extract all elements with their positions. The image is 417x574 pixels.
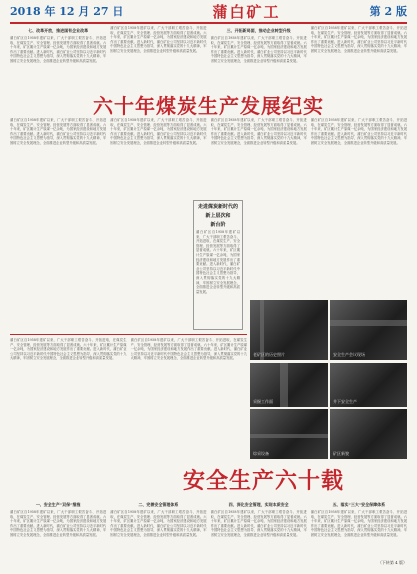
sidebar-title: 走进煤炭新时代的	[197, 204, 238, 210]
lead-text: 蒲白矿区自1958年建矿以来，广大干部职工艰苦奋斗、开拓进取，在煤炭生产、安全管理、经营发展等方面取得了显著成就。六十年来，矿区累计生产原煤一亿余吨，为国家经济建设和地方发展作出了重要贡献。进入新时代，蒲白矿业公司坚持以习近平新时代中国特色社会主义思想为指导，深入贯彻落实党的十九大精神，牢固树立安全发展理念，全面推进企业转型升级和高质量发展。	[210, 36, 307, 63]
section-subhead: 四、深化安全管理，实现本质安全	[228, 502, 289, 507]
photo-2: 安全生产会议现场	[330, 300, 407, 360]
photo-1: 老矿区的历史照片	[250, 300, 328, 360]
section-subhead: 二、完善安全管理体系	[138, 502, 179, 507]
sidebar-title: 新上层次和	[205, 213, 231, 219]
lead-article	[10, 26, 407, 90]
continued-note: （下转第 4 版）	[377, 560, 407, 565]
article-text: 蒲白矿区自1958年建矿以来，广大干部职工艰苦奋斗、开拓进取，在煤炭生产、安全管理、经营发展等方面取得了显著成就。六十年来，矿区累计生产原煤一亿余吨，为国家经济建设和地方发展作出了重要贡献。进入新时代，蒲白矿业公司坚持以习近平新时代中国特色社会主义思想为指导，深入贯彻落实党的十九大精神，牢固树立安全发展理念，全面推进企业转型升级和高质量发展。	[310, 510, 407, 537]
page-header	[10, 0, 407, 24]
article-text: 蒲白矿区自1958年建矿以来，广大干部职工艰苦奋斗、开拓进取，在煤炭生产、安全管理、经营发展等方面取得了显著成就。六十年来，矿区累计生产原煤一亿余吨，为国家经济建设和地方发展作出了重要贡献。进入新时代，蒲白矿业公司坚持以习近平新时代中国特色社会主义思想为指导，深入贯彻落实党的十九大精神，牢固树立安全发展理念，全面推进企业转型升级和高质量发展。	[310, 118, 407, 145]
newspaper-masthead: 蒲白矿工	[212, 2, 281, 21]
photo-5: 综采设备	[250, 409, 328, 459]
article-text: 蒲白矿区自1958年建矿以来，广大干部职工艰苦奋斗、开拓进取，在煤炭生产、安全管理、经营发展等方面取得了显著成就。六十年来，矿区累计生产原煤一亿余吨，为国家经济建设和地方发展作出了重要贡献。进入新时代，蒲白矿业公司坚持以习近平新时代中国特色社会主义思想为指导，深入贯彻落实党的十九大精神，牢固树立安全发展理念，全面推进企业转型升级和高质量发展。	[10, 118, 107, 145]
divider	[250, 362, 407, 363]
article-text: 蒲白矿区自1958年建矿以来，广大干部职工艰苦奋斗、开拓进取，在煤炭生产、安全管理、经营发展等方面取得了显著成就。六十年来，矿区累计生产原煤一亿余吨，为国家经济建设和地方发展作出了重要贡献。进入新时代，蒲白矿业公司坚持以习近平新时代中国特色社会主义思想为指导，深入贯彻落实党的十九大精神，牢固树立安全发展理念，全面推进企业转型升级和高质量发展。	[210, 510, 307, 537]
lead-text: 蒲白矿区自1958年建矿以来，广大干部职工艰苦奋斗、开拓进取，在煤炭生产、安全管理、经营发展等方面取得了显著成就。六十年来，矿区累计生产原煤一亿余吨，为国家经济建设和地方发展作出了重要贡献。进入新时代，蒲白矿业公司坚持以习近平新时代中国特色社会主义思想为指导，深入贯彻落实党的十九大精神，牢固树立安全发展理念，全面推进企业转型升级和高质量发展。	[310, 26, 407, 53]
article-text: 蒲白矿区自1958年建矿以来，广大干部职工艰苦奋斗、开拓进取，在煤炭生产、安全管理、经营发展等方面取得了显著成就。六十年来，矿区累计生产原煤一亿余吨，为国家经济建设和地方发展作出了重要贡献。进入新时代，蒲白矿业公司坚持以习近平新时代中国特色社会主义思想为指导，深入贯彻落实党的十九大精神，牢固树立安全发展理念，全面推进企业转型升级和高质量发展。	[10, 338, 127, 361]
lead-subhead: 三、开拓新局面，推动企业转型升级	[226, 28, 291, 33]
section-subhead: 五、落实“三大”安全保障体系	[332, 502, 386, 507]
article-text: 蒲白矿区自1958年建矿以来，广大干部职工艰苦奋斗、开拓进取，在煤炭生产、安全管理、经营发展等方面取得了显著成就。六十年来，矿区累计生产原煤一亿余吨，为国家经济建设和地方发展作出了重要贡献。进入新时代，蒲白矿业公司坚持以习近平新时代中国特色社会主义思想为指导，深入贯彻落实党的十九大精神，牢固树立安全发展理念，全面推进企业转型升级和高质量发展。	[130, 338, 247, 361]
article-text: 蒲白矿区自1958年建矿以来，广大干部职工艰苦奋斗、开拓进取，在煤炭生产、安全管理、经营发展等方面取得了显著成就。六十年来，矿区累计生产原煤一亿余吨，为国家经济建设和地方发展作出了重要贡献。进入新时代，蒲白矿业公司坚持以习近平新时代中国特色社会主义思想为指导，深入贯彻落实党的十九大精神，牢固树立安全发展理念，全面推进企业转型升级和高质量发展。	[110, 118, 207, 145]
lead-text: 蒲白矿区自1958年建矿以来，广大干部职工艰苦奋斗、开拓进取，在煤炭生产、安全管理、经营发展等方面取得了显著成就。六十年来，矿区累计生产原煤一亿余吨，为国家经济建设和地方发展作出了重要贡献。进入新时代，蒲白矿业公司坚持以习近平新时代中国特色社会主义思想为指导，深入贯彻落实党的十九大精神，牢固树立安全发展理念，全面推进企业转型升级和高质量发展。	[10, 36, 107, 63]
issue-date: 2018 年 12 月 27 日	[10, 5, 124, 18]
lead-text: 蒲白矿区自1958年建矿以来，广大干部职工艰苦奋斗、开拓进取，在煤炭生产、安全管理、经营发展等方面取得了显著成就。六十年来，矿区累计生产原煤一亿余吨，为国家经济建设和地方发展作出了重要贡献。进入新时代，蒲白矿业公司坚持以习近平新时代中国特色社会主义思想为指导，深入贯彻落实党的十九大精神，牢固树立安全发展理念，全面推进企业转型升级和高质量发展。	[110, 26, 207, 53]
photo-4: 井下安全生产	[330, 362, 407, 407]
section-subhead: 一、安全生产“双保”措施	[35, 502, 81, 507]
photo-3: 采掘工作面	[250, 362, 328, 407]
sidebar-text: 蒲白矿区自1958年建矿以来，广大干部职工艰苦奋斗、开拓进取，在煤炭生产、安全管理、经营发展等方面取得了显著成就。六十年来，矿区累计生产原煤一亿余吨，为国家经济建设和地方发展作出了重要贡献。进入新时代，蒲白矿业公司坚持以习近平新时代中国特色社会主义思想为指导，深入贯彻落实党的十九大精神，牢固树立安全发展理念，全面推进企业转型升级和高质量发展。	[196, 230, 240, 294]
photo-6: 矿区新貌	[330, 409, 407, 459]
article-text: 蒲白矿区自1958年建矿以来，广大干部职工艰苦奋斗、开拓进取，在煤炭生产、安全管理、经营发展等方面取得了显著成就。六十年来，矿区累计生产原煤一亿余吨，为国家经济建设和地方发展作出了重要贡献。进入新时代，蒲白矿业公司坚持以习近平新时代中国特色社会主义思想为指导，深入贯彻落实党的十九大精神，牢固树立安全发展理念，全面推进企业转型升级和高质量发展。	[210, 118, 307, 145]
page-number: 第 2 版	[369, 5, 407, 18]
sidebar-title: 新台阶	[210, 222, 226, 228]
sidebar-box	[193, 200, 243, 330]
section-divider	[10, 334, 247, 335]
safety-article	[10, 500, 407, 568]
article-text: 蒲白矿区自1958年建矿以来，广大干部职工艰苦奋斗、开拓进取，在煤炭生产、安全管理、经营发展等方面取得了显著成就。六十年来，矿区累计生产原煤一亿余吨，为国家经济建设和地方发展作出了重要贡献。进入新时代，蒲白矿业公司坚持以习近平新时代中国特色社会主义思想为指导，深入贯彻落实党的十九大精神，牢固树立安全发展理念，全面推进企业转型升级和高质量发展。	[110, 510, 207, 537]
headline-safety: 安全生产六十载	[182, 469, 344, 494]
article-text: 蒲白矿区自1958年建矿以来，广大干部职工艰苦奋斗、开拓进取，在煤炭生产、安全管理、经营发展等方面取得了显著成就。六十年来，矿区累计生产原煤一亿余吨，为国家经济建设和地方发展作出了重要贡献。进入新时代，蒲白矿业公司坚持以习近平新时代中国特色社会主义思想为指导，深入贯彻落实党的十九大精神，牢固树立安全发展理念，全面推进企业转型升级和高质量发展。	[10, 510, 107, 537]
headline-coal-production: 六十年煤炭生产发展纪实	[93, 94, 324, 118]
lead-subhead: 七、改革开放，推进国有企业改革	[28, 28, 89, 33]
